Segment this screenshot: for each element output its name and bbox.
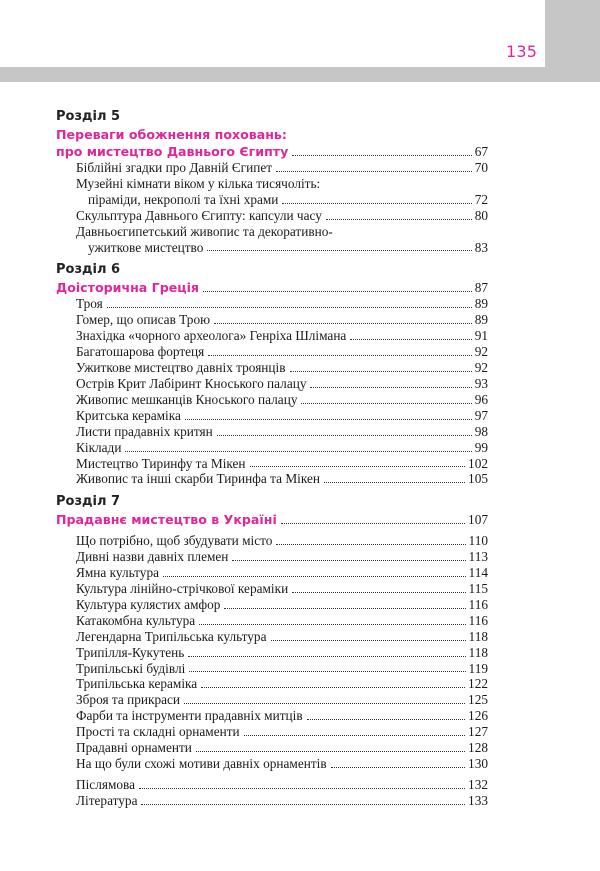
entry-title: Живопис мешканців Кноського палацу <box>76 391 298 407</box>
dot-leader <box>331 767 465 768</box>
entry-title: Катакомбна культура <box>76 612 196 628</box>
page-ref: 91 <box>474 328 488 344</box>
dot-leader <box>201 687 465 688</box>
entry-title: Ужиткове мистецтво давніх троянців <box>76 360 286 376</box>
toc-entry[interactable] <box>56 376 488 392</box>
toc-entry[interactable] <box>56 708 488 724</box>
dot-leader <box>139 788 465 789</box>
toc-entry[interactable] <box>56 312 488 328</box>
dot-leader <box>307 719 465 720</box>
toc-entry[interactable] <box>56 645 488 661</box>
page-ref: 116 <box>468 612 488 628</box>
toc-entry[interactable] <box>56 565 488 581</box>
dot-leader <box>301 403 471 404</box>
page-ref: 126 <box>468 708 488 724</box>
toc-section-entry[interactable] <box>56 279 488 296</box>
table-of-contents <box>56 108 488 809</box>
dot-leader <box>208 355 471 356</box>
entry-title: Ямна культура <box>76 565 159 581</box>
entry-title: Література <box>76 792 138 808</box>
page-ref: 127 <box>468 724 488 740</box>
dot-leader <box>310 387 471 388</box>
page-ref: 72 <box>474 191 488 207</box>
entry-title: Скульптура Давнього Єгипту: капсули часу <box>76 207 322 223</box>
section-heading-line <box>56 126 488 143</box>
dot-leader <box>290 371 472 372</box>
page-ref: 110 <box>468 533 488 549</box>
entry-title: Прості та складні орнаменти <box>76 724 240 740</box>
dot-leader <box>224 608 465 609</box>
page-ref: 130 <box>468 756 488 771</box>
entry-title: ужиткове мистецтво <box>88 239 204 255</box>
toc-entry[interactable] <box>56 408 488 424</box>
page-ref: 99 <box>474 439 488 455</box>
entry-title: Легендарна Трипільська культура <box>76 628 267 644</box>
dot-leader <box>188 656 465 657</box>
dot-leader <box>276 544 465 545</box>
entry-title: Троя <box>76 296 103 312</box>
entry-continuation <box>76 192 488 208</box>
toc-entry[interactable] <box>56 224 488 256</box>
toc-entry[interactable] <box>56 676 488 692</box>
page-ref: 80 <box>474 207 488 223</box>
page-ref: 97 <box>474 407 488 423</box>
toc-entry[interactable] <box>56 724 488 740</box>
entry-title: Мистецтво Тиринфу та Мікен <box>76 455 246 471</box>
dot-leader <box>207 250 471 251</box>
toc-entry[interactable] <box>56 629 488 645</box>
toc-entry[interactable] <box>56 296 488 312</box>
toc-entry[interactable] <box>56 692 488 708</box>
dot-leader <box>107 307 472 308</box>
dot-leader <box>271 640 466 641</box>
dot-leader <box>196 751 465 752</box>
section-title: Переваги обожнення поховань: <box>56 127 287 142</box>
entry-title: Знахідка «чорного археолога» Генріха Шлімана <box>76 328 347 344</box>
toc-entry[interactable] <box>56 392 488 408</box>
dot-leader <box>214 323 472 324</box>
toc-entry[interactable] <box>56 424 488 440</box>
entry-title: Живопис та інші скарби Тиринфа та Мікен <box>76 471 320 487</box>
page-tab <box>545 0 600 82</box>
page-ref: 114 <box>468 565 488 581</box>
entry-title: Прадавні орнаменти <box>76 740 192 756</box>
page-ref: 113 <box>468 549 488 565</box>
entry-title: Листи прадавніх критян <box>76 423 213 439</box>
entry-title: Культура лінійно-стрічкової кераміки <box>76 581 289 597</box>
section-title: Прадавнє мистецтво в Україні <box>56 512 277 528</box>
entry-title: Багатошарова фортеця <box>76 344 205 360</box>
toc-section-entry[interactable] <box>56 143 488 160</box>
page-ref: 83 <box>474 239 488 255</box>
page-ref: 70 <box>474 160 488 175</box>
entry-title: Що потрібно, щоб збудувати місто <box>76 533 273 549</box>
toc-entry[interactable] <box>56 533 488 549</box>
toc-entry[interactable] <box>56 740 488 756</box>
toc-entry[interactable] <box>56 440 488 456</box>
page-ref: 115 <box>468 581 488 597</box>
dot-leader <box>324 482 465 483</box>
chapter-label: Розділ 5 <box>56 109 121 124</box>
dot-leader <box>281 523 465 524</box>
toc-section-entry[interactable] <box>56 511 488 528</box>
entry-title: На що були схожі мотиви давніх орнаментів <box>76 756 327 771</box>
entry-title: Дивні назви давніх племен <box>76 549 229 565</box>
toc-entry[interactable] <box>56 549 488 565</box>
page-ref: 98 <box>474 423 488 439</box>
page-number: 135 <box>506 42 538 61</box>
toc-entry[interactable] <box>56 581 488 597</box>
page-ref: 105 <box>468 471 488 487</box>
entry-title: Культура кулястих амфор <box>76 596 221 612</box>
toc-entry[interactable] <box>56 597 488 613</box>
dot-leader <box>282 203 471 204</box>
page-ref: 92 <box>474 344 488 360</box>
header-bar <box>0 67 545 82</box>
entry-title: Трипільська кераміка <box>76 676 198 692</box>
page-ref: 119 <box>468 660 488 676</box>
toc-entry[interactable] <box>56 661 488 677</box>
entry-title: піраміди, некрополі та їхні храми <box>88 191 279 207</box>
page-ref: 118 <box>468 628 488 644</box>
page-ref: 107 <box>468 512 488 528</box>
header-band <box>0 0 600 82</box>
dot-leader <box>292 155 471 156</box>
page-ref: 92 <box>474 360 488 376</box>
toc-entry[interactable] <box>56 613 488 629</box>
dot-leader <box>232 560 465 561</box>
dot-leader <box>189 671 465 672</box>
toc-entry[interactable] <box>56 176 488 208</box>
toc-entry[interactable] <box>56 208 488 224</box>
entry-continuation <box>76 240 488 256</box>
chapter-label: Розділ 7 <box>56 494 121 510</box>
page-ref: 118 <box>468 644 488 660</box>
page-ref: 102 <box>468 455 488 471</box>
dot-leader <box>141 804 465 805</box>
section-title: Доісторична Греція <box>56 280 199 296</box>
entry-title: Фарби та інструменти прадавніх митців <box>76 708 303 724</box>
entry-title: Гомер, що описав Трою <box>76 312 211 328</box>
page-ref: 122 <box>468 676 488 692</box>
toc-entry[interactable] <box>56 328 488 344</box>
page-ref: 89 <box>474 296 488 312</box>
page-ref: 125 <box>468 692 488 708</box>
page-ref: 67 <box>474 144 488 159</box>
dot-leader <box>244 735 465 736</box>
dot-leader <box>276 171 472 172</box>
dot-leader <box>350 339 471 340</box>
dot-leader <box>217 435 472 436</box>
entry-title: Кіклади <box>76 439 122 455</box>
page-ref: 96 <box>474 391 488 407</box>
entry-title-line: Музейні кімнати віком у кілька тисячоліть: <box>76 175 321 191</box>
page-ref: 93 <box>474 375 488 391</box>
entry-title: Трипільські будівлі <box>76 660 186 676</box>
dot-leader <box>203 291 472 292</box>
page-ref: 128 <box>468 740 488 756</box>
chapter-label: Розділ 6 <box>56 262 121 278</box>
dot-leader <box>292 592 465 593</box>
dot-leader <box>125 451 471 452</box>
toc-entry[interactable] <box>56 456 488 472</box>
page-ref: 132 <box>468 776 488 792</box>
entry-title: Післямова <box>76 776 136 792</box>
toc-entry-literature[interactable] <box>56 793 488 809</box>
toc-entry[interactable] <box>56 756 488 772</box>
page-ref: 87 <box>474 280 488 296</box>
dot-leader <box>184 703 465 704</box>
section-title: про мистецтво Давнього Єгипту <box>56 144 289 159</box>
entry-title-line: Давньоєгипетський живопис та декоративно- <box>76 223 333 239</box>
entry-title: Острів Крит Лабіринт Кноського палацу <box>76 375 307 391</box>
toc-entry[interactable] <box>56 344 488 360</box>
toc-entry[interactable] <box>56 471 488 487</box>
dot-leader <box>326 219 472 220</box>
page-ref: 89 <box>474 312 488 328</box>
entry-title: Критська кераміка <box>76 407 181 423</box>
entry-title: Зброя та прикраси <box>76 692 181 708</box>
page-ref: 116 <box>468 596 488 612</box>
toc-entry-afterword[interactable] <box>56 777 488 793</box>
toc-entry[interactable] <box>56 160 488 176</box>
entry-title: Трипілля-Кукутень <box>76 644 185 660</box>
entry-title: Біблійні згадки про Давній Єгипет <box>76 160 273 175</box>
toc-entry[interactable] <box>56 360 488 376</box>
dot-leader <box>199 624 465 625</box>
dot-leader <box>250 466 465 467</box>
dot-leader <box>163 576 466 577</box>
dot-leader <box>185 419 472 420</box>
page-ref: 133 <box>468 792 488 808</box>
